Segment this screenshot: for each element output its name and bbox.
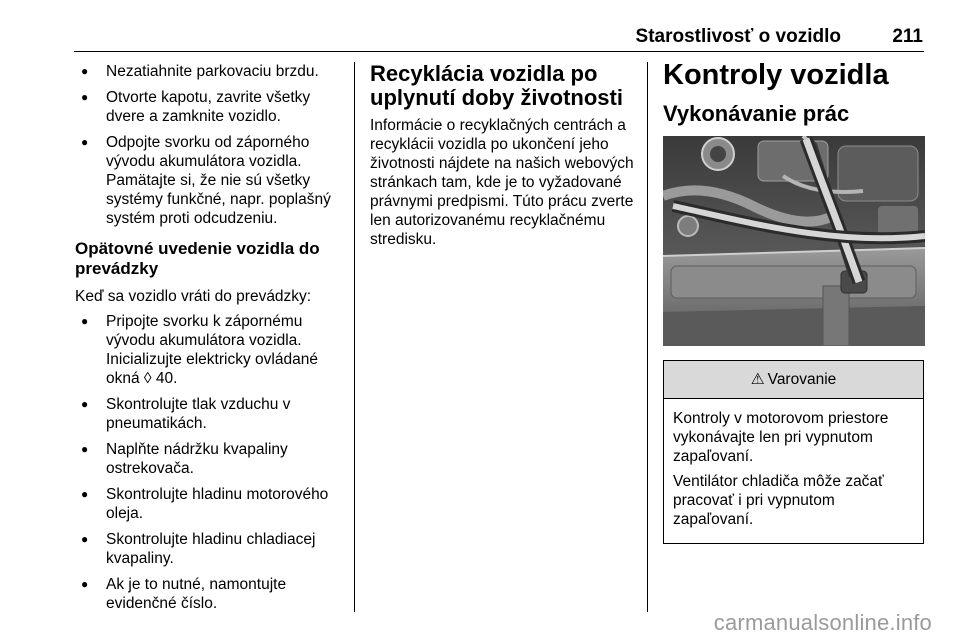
list-item: ● Skontrolujte tlak vzduchu v pneumatikách. <box>75 395 347 433</box>
list-item: ● Ak je to nutné, namontujte evidenčné číslo. <box>75 575 347 613</box>
warning-triangle-icon: ⚠ <box>750 371 765 388</box>
column-right <box>663 59 925 544</box>
watermark-text: carmanualsonline.info <box>713 610 932 635</box>
list-item: ● Nezatiahnite parkovaciu brzdu. <box>75 62 347 81</box>
chapter-title: Starostlivosť o vozidlo <box>635 26 841 47</box>
section-heading-recommissioning: Opätovné uvedenie vozidla do prevádzky <box>75 239 320 278</box>
section-heading-vehicle-checks: Kontroly vozidla <box>663 59 889 91</box>
warning-header <box>664 361 923 399</box>
warning-box <box>663 360 924 544</box>
warning-title: Varovanie <box>767 371 837 388</box>
recycling-paragraph: Informácie o recyklačných centrách a recyklácii vozidla po ukončení jeho životnosti nájdete na našich webových stránkach tam, kde je to vyžadované právnymi predpismi. Túto prácu zverte len autorizovanému recyklačnému stredisku. <box>370 117 634 248</box>
warning-paragraph: Ventilátor chladiča môže začať pracovať i pri vypnutom zapaľovaní. <box>673 473 884 528</box>
engine-bay-photo <box>663 136 925 346</box>
page-number: 211 <box>892 26 923 47</box>
list-item: ● Skontrolujte hladinu chladiacej kvapaliny. <box>75 530 347 568</box>
column-divider-1 <box>354 62 355 612</box>
warning-paragraph: Kontroly v motorovom priestore vykonávajte len pri vypnutom zapaľovaní. <box>673 410 889 465</box>
list-item: ● Otvorte kapotu, zavrite všetky dvere a zamknite vozidlo. <box>75 88 347 126</box>
column-left <box>75 62 347 620</box>
intro-text: Keď sa vozidlo vráti do prevádzky: <box>75 288 312 305</box>
shutdown-steps-list <box>75 62 347 228</box>
recommission-steps-list <box>75 312 347 613</box>
header-divider <box>74 51 924 52</box>
list-item: ● Odpojte svorku od záporného vývodu akumulátora vozidla. Pamätajte si, že nie sú všetky systémy funkčné, napr. poplašný systém proti odcudzeniu. <box>75 133 347 228</box>
list-item: ● Pripojte svorku k zápornému vývodu akumulátora vozidla. Inicializujte elektricky ovládané okná ◊ 40. <box>75 312 347 388</box>
list-item: ● Naplňte nádržku kvapaliny ostrekovača. <box>75 440 347 478</box>
section-heading-recycling: Recyklácia vozidla po uplynutí doby životnosti <box>370 61 623 110</box>
warning-body <box>664 399 923 543</box>
list-item: ● Skontrolujte hladinu motorového oleja. <box>75 485 347 523</box>
column-middle <box>370 62 638 255</box>
column-divider-2 <box>647 62 648 612</box>
subheading-performing-work: Vykonávanie prác <box>663 101 850 126</box>
